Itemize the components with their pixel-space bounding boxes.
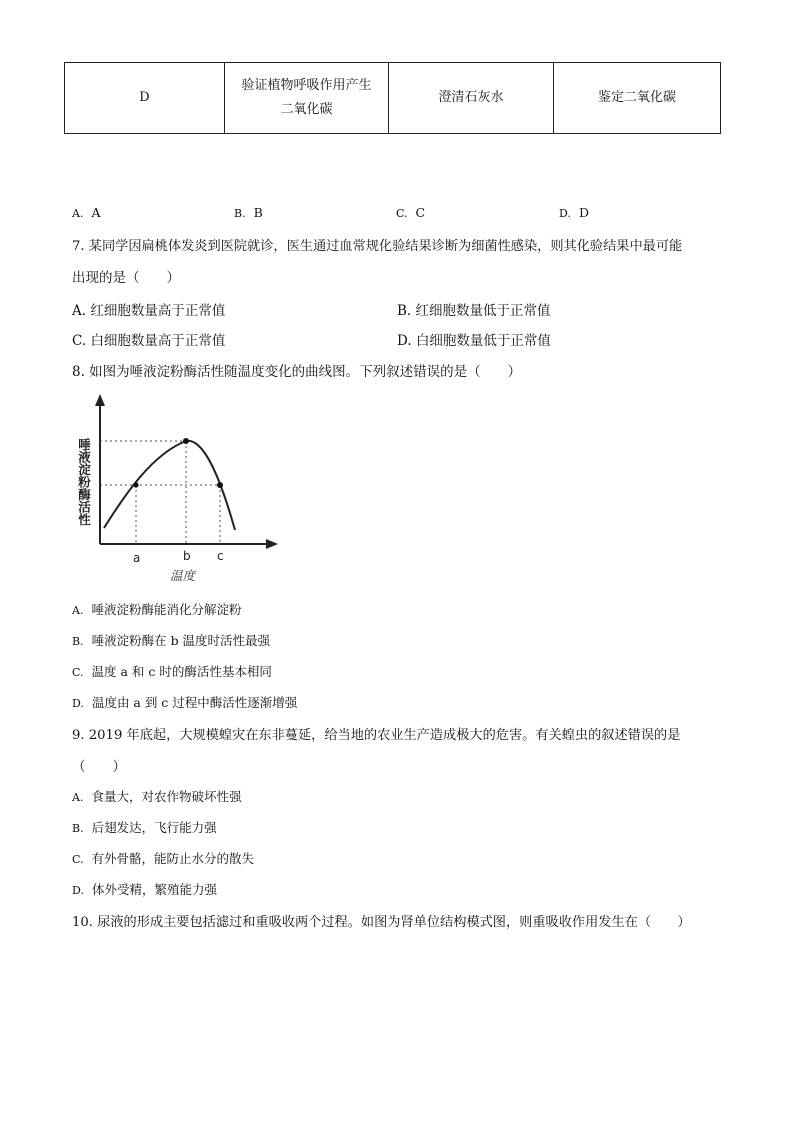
option-text: 体外受精，繁殖能力强 [91,882,217,897]
table-cell-usage: 鉴定二氧化碳 [554,63,721,134]
option-label: A. [72,303,87,319]
option-text: B [253,205,263,220]
point-c [217,482,223,488]
option-label: D. [397,333,412,349]
option-text: C [415,205,426,220]
option-label: A. [72,604,84,617]
q7-option-c[interactable] [72,329,225,349]
tick-label-b: b [183,549,191,563]
q8-option-c[interactable] [72,662,272,680]
option-label: B. [397,303,412,319]
table-cell-purpose [225,63,389,134]
option-text: 白细胞数量高于正常值 [90,333,226,349]
q6-option-d[interactable] [559,205,589,220]
option-label: B. [72,635,84,648]
q9-option-d[interactable] [72,880,217,898]
option-text: 食量大，对农作物破坏性强 [91,789,242,804]
q8-option-d[interactable] [72,693,297,711]
option-text: 白细胞数量低于正常值 [415,333,551,349]
table-row [65,63,721,134]
option-text: 唾液淀粉酶能消化分解淀粉 [91,602,242,617]
option-label: A. [72,791,84,804]
option-text: 红细胞数量低于正常值 [415,303,551,319]
option-label: C. [72,853,84,866]
q7-stem-line1: 7. 某同学因扁桃体发炎到医院就诊，医生通过血常规化验结果诊断为细菌性感染，则其化验结果中最可能 [72,239,683,254]
enzyme-activity-figure [72,392,286,588]
table-cell-option: D [65,63,225,134]
x-axis-label: 温度 [170,568,196,583]
option-text: 红细胞数量高于正常值 [90,303,226,319]
y-axis-label [77,437,92,526]
option-text: A [91,205,101,220]
tick-label-a: a [133,551,141,565]
q6-option-b[interactable] [234,205,263,220]
q8-option-a[interactable] [72,600,241,618]
point-b-peak [183,438,189,444]
option-label: C. [396,207,408,220]
option-label: B. [72,822,84,835]
q7-option-a[interactable] [72,299,225,319]
table-cell-purpose-line2: 二氧化碳 [280,102,333,117]
q9-stem-line2: （ ） [72,759,126,775]
q6-option-c[interactable] [396,205,425,220]
q8-option-b[interactable] [72,631,270,649]
option-label: C. [72,333,87,349]
q8-stem: 8. 如图为唾液淀粉酶活性随温度变化的曲线图。下列叙述错误的是（ ） [72,364,522,380]
q7-option-b[interactable] [397,299,551,319]
option-text: 温度 a 和 c 时的酶活性基本相同 [91,664,272,679]
option-label: D. [72,884,84,897]
option-text: 后翅发达，飞行能力强 [91,820,217,835]
q7-option-d[interactable] [397,329,551,349]
point-a [133,482,138,487]
option-label: D. [72,697,84,710]
option-label: B. [234,207,246,220]
q9-option-c[interactable] [72,849,254,867]
option-text: D [578,205,589,220]
table-cell-purpose-line1: 验证植物呼吸作用产生 [241,78,372,93]
q9-option-a[interactable] [72,787,241,805]
q7-stem-line2: 出现的是（ ） [72,270,180,286]
x-axis-arrow [266,539,278,549]
y-axis-arrow [95,394,105,406]
option-text: 唾液淀粉酶在 b 温度时活性最强 [91,633,271,648]
q10-stem: 10. 尿液的形成主要包括滤过和重吸收两个过程。如图为肾单位结构模式图，则重吸收作用发生在（ ） [72,915,691,930]
y-axis-label-text: 唾液淀粉酶活性 [76,438,92,526]
option-text: 温度由 a 到 c 过程中酶活性逐渐增强 [91,695,298,710]
q9-stem-line1: 9. 2019 年底起，大规模蝗灾在东非蔓延，给当地的农业生产造成极大的危害。有关蝗虫的叙述错误的是 [72,728,681,743]
option-label: A. [72,207,84,220]
option-text: 有外骨骼，能防止水分的散失 [91,851,255,866]
q6-option-a[interactable] [72,205,100,220]
option-label: C. [72,666,84,679]
table-cell-reagent: 澄清石灰水 [389,63,554,134]
option-label: D. [559,207,571,220]
q9-option-b[interactable] [72,818,217,836]
experiment-table [64,62,721,134]
tick-label-c: c [217,549,224,563]
